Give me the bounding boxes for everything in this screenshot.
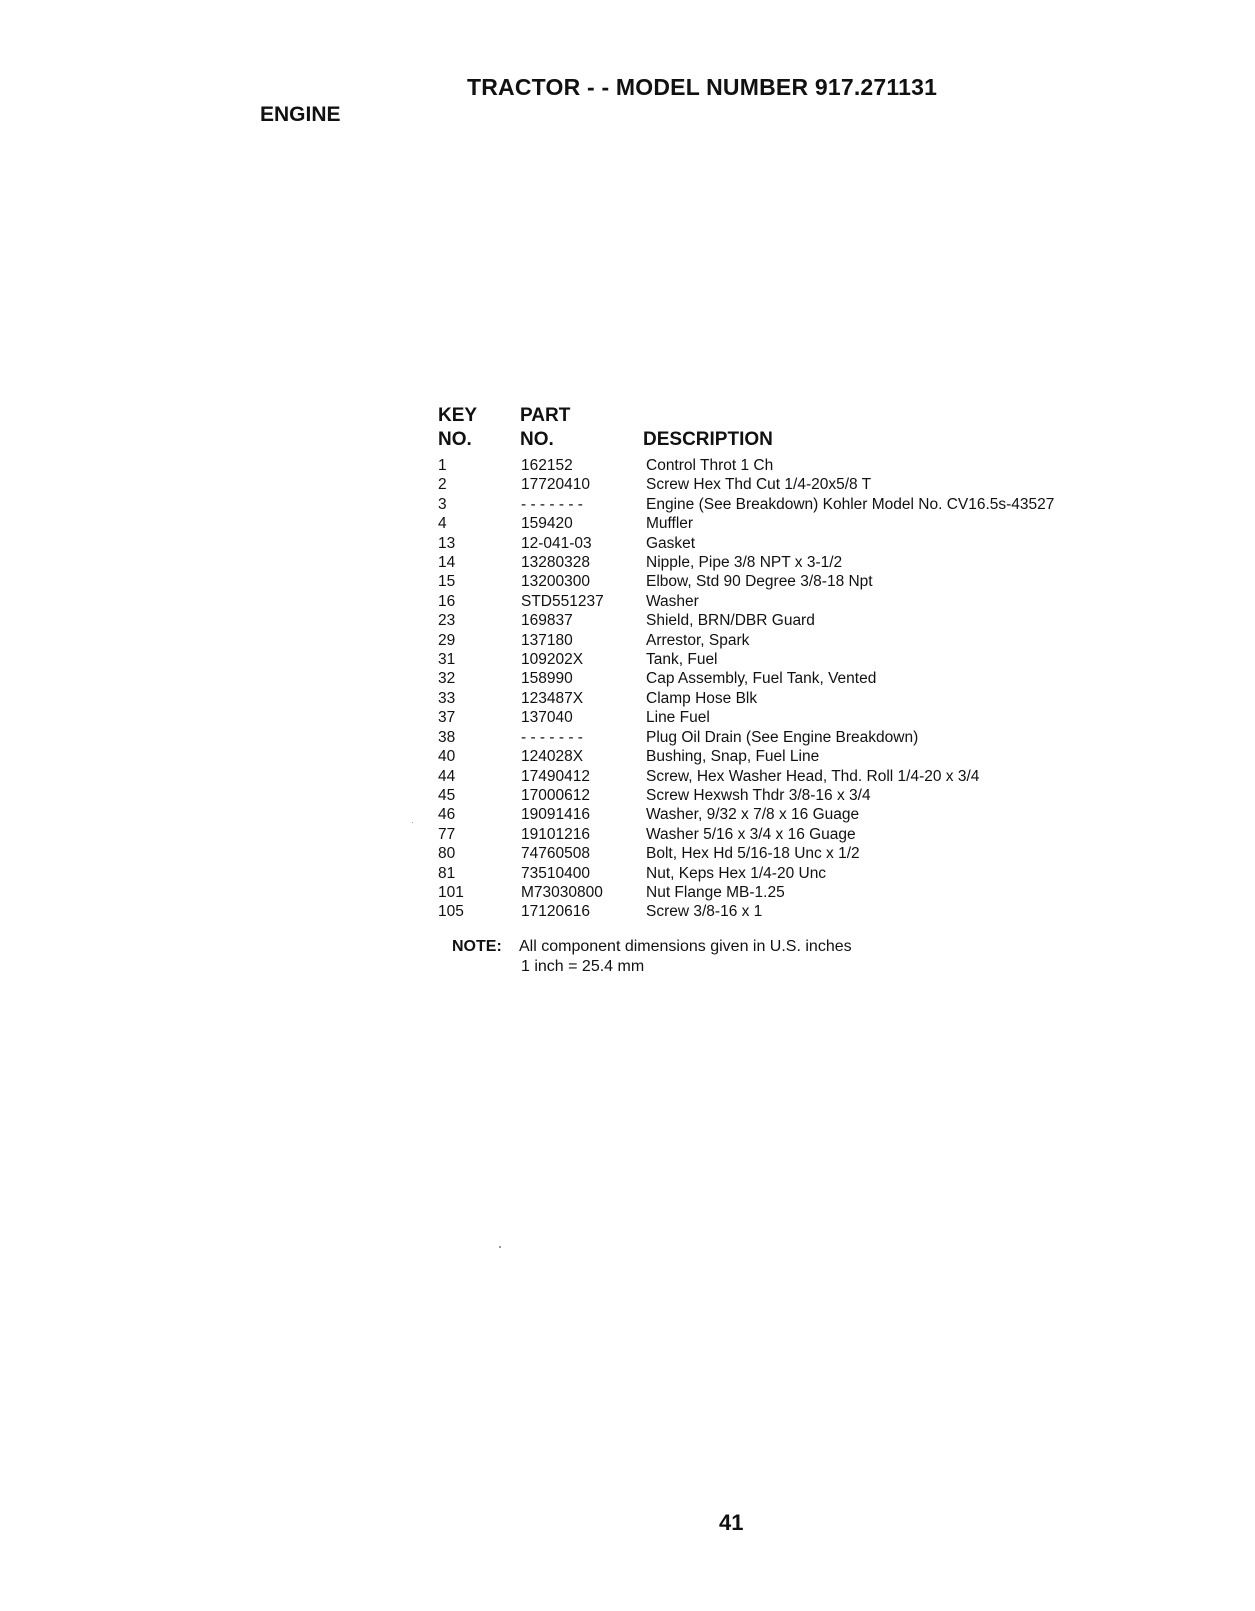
part-header-line1: PART [520, 405, 571, 426]
table-row [436, 825, 1054, 844]
key-number: 14 [438, 554, 456, 572]
part-description: Screw 3/8-16 x 1 [646, 903, 763, 921]
table-row [436, 864, 1054, 883]
part-number: - - - - - - - [521, 728, 583, 746]
part-number: 12-041-03 [521, 534, 592, 552]
table-row [436, 611, 1054, 630]
section-title: ENGINE [260, 103, 341, 126]
key-number: 3 [438, 495, 447, 513]
part-number: 17490412 [521, 767, 590, 785]
part-description: Cap Assembly, Fuel Tank, Vented [646, 670, 877, 688]
part-description: Muffler [646, 515, 694, 533]
part-number: 158990 [521, 670, 573, 688]
note-conversion: 1 inch = 25.4 mm [521, 958, 645, 975]
part-description: Arrestor, Spark [646, 631, 750, 649]
part-description: Washer, 9/32 x 7/8 x 16 Guage [646, 806, 860, 824]
part-description: Line Fuel [646, 709, 710, 727]
key-number: 40 [438, 748, 456, 766]
key-number: 31 [438, 651, 456, 669]
key-number: 45 [438, 786, 456, 804]
part-description: Engine (See Breakdown) Kohler Model No. CV16.5s-43527 [646, 495, 1055, 513]
note-text: All component dimensions given in U.S. inches [519, 938, 852, 955]
part-description: Shield, BRN/DBR Guard [646, 612, 815, 630]
key-number: 81 [438, 864, 456, 882]
table-row [436, 883, 1054, 902]
key-number: 16 [438, 592, 456, 610]
page-number: 41 [719, 1510, 744, 1535]
parts-table-body [436, 456, 1054, 922]
part-number: 17000612 [521, 786, 590, 804]
part-description: Nut Flange MB-1.25 [646, 883, 785, 901]
scan-speck [499, 1246, 501, 1248]
key-number: 32 [438, 670, 456, 688]
table-row [436, 534, 1054, 553]
part-number: 74760508 [521, 845, 590, 863]
part-description: Elbow, Std 90 Degree 3/8-18 Npt [646, 573, 873, 591]
part-number: 19101216 [521, 825, 590, 843]
part-number: 159420 [521, 515, 573, 533]
table-row [436, 728, 1054, 747]
part-description: Plug Oil Drain (See Engine Breakdown) [646, 728, 919, 746]
part-number: 17120616 [521, 903, 590, 921]
table-row [436, 669, 1054, 688]
part-number: STD551237 [521, 592, 604, 610]
description-header: DESCRIPTION [643, 429, 773, 450]
table-row [436, 650, 1054, 669]
table-row [436, 786, 1054, 805]
page-title: TRACTOR - - MODEL NUMBER 917.271131 [467, 74, 938, 100]
key-number: 29 [438, 631, 456, 649]
part-description: Gasket [646, 534, 696, 552]
part-number: 169837 [521, 612, 573, 630]
key-header-line1: KEY [438, 405, 478, 426]
part-description: Nipple, Pipe 3/8 NPT x 3-1/2 [646, 554, 843, 572]
key-number: 77 [438, 825, 456, 843]
part-description: Bolt, Hex Hd 5/16-18 Unc x 1/2 [646, 845, 860, 863]
part-description: Bushing, Snap, Fuel Line [646, 748, 820, 766]
key-number: 38 [438, 728, 456, 746]
part-number: 124028X [521, 748, 584, 766]
table-row [436, 572, 1054, 591]
scan-speck [412, 822, 413, 823]
part-number: - - - - - - - [521, 495, 583, 513]
note-label: NOTE: [452, 938, 502, 955]
part-number: 123487X [521, 689, 584, 707]
table-row [436, 805, 1054, 824]
part-number: 73510400 [521, 864, 590, 882]
key-number: 37 [438, 709, 456, 727]
key-number: 2 [438, 476, 447, 494]
table-row [436, 689, 1054, 708]
part-description: Clamp Hose Blk [646, 689, 758, 707]
table-row [436, 708, 1054, 727]
part-number: M73030800 [521, 883, 603, 901]
table-row [436, 475, 1054, 494]
part-description: Nut, Keps Hex 1/4-20 Unc [646, 864, 827, 882]
key-number: 1 [438, 457, 447, 474]
key-number: 15 [438, 573, 456, 591]
part-description: Screw Hex Thd Cut 1/4-20x5/8 T [646, 476, 872, 494]
table-row [436, 631, 1054, 650]
part-number: 109202X [521, 651, 584, 669]
part-description: Washer 5/16 x 3/4 x 16 Guage [646, 825, 856, 843]
part-description: Tank, Fuel [646, 651, 718, 669]
part-number: 17720410 [521, 476, 590, 494]
table-row [436, 747, 1054, 766]
table-row [436, 456, 1054, 475]
table-row [436, 495, 1054, 514]
part-number: 19091416 [521, 806, 590, 824]
key-number: 13 [438, 534, 456, 552]
key-number: 33 [438, 689, 456, 707]
part-description: Control Throt 1 Ch [646, 457, 774, 474]
part-description: Screw Hexwsh Thdr 3/8-16 x 3/4 [646, 786, 871, 804]
table-row [436, 553, 1054, 572]
part-number: 13280328 [521, 554, 590, 572]
key-number: 46 [438, 806, 456, 824]
key-number: 105 [438, 903, 464, 921]
part-number: 137180 [521, 631, 573, 649]
key-number: 101 [438, 883, 464, 901]
key-number: 4 [438, 515, 447, 533]
part-number: 162152 [521, 457, 573, 474]
part-header-line2: NO. [520, 429, 554, 450]
table-row [436, 514, 1054, 533]
table-row [436, 767, 1054, 786]
key-number: 23 [438, 612, 456, 630]
part-number: 137040 [521, 709, 573, 727]
table-row [436, 592, 1054, 611]
key-header-line2: NO. [438, 429, 472, 450]
parts-table [436, 456, 1054, 922]
table-row [436, 844, 1054, 863]
part-number: 13200300 [521, 573, 590, 591]
part-description: Screw, Hex Washer Head, Thd. Roll 1/4-20 x 3/4 [646, 767, 980, 785]
part-description: Washer [646, 592, 699, 610]
key-number: 80 [438, 845, 456, 863]
table-row [436, 902, 1054, 921]
key-number: 44 [438, 767, 456, 785]
